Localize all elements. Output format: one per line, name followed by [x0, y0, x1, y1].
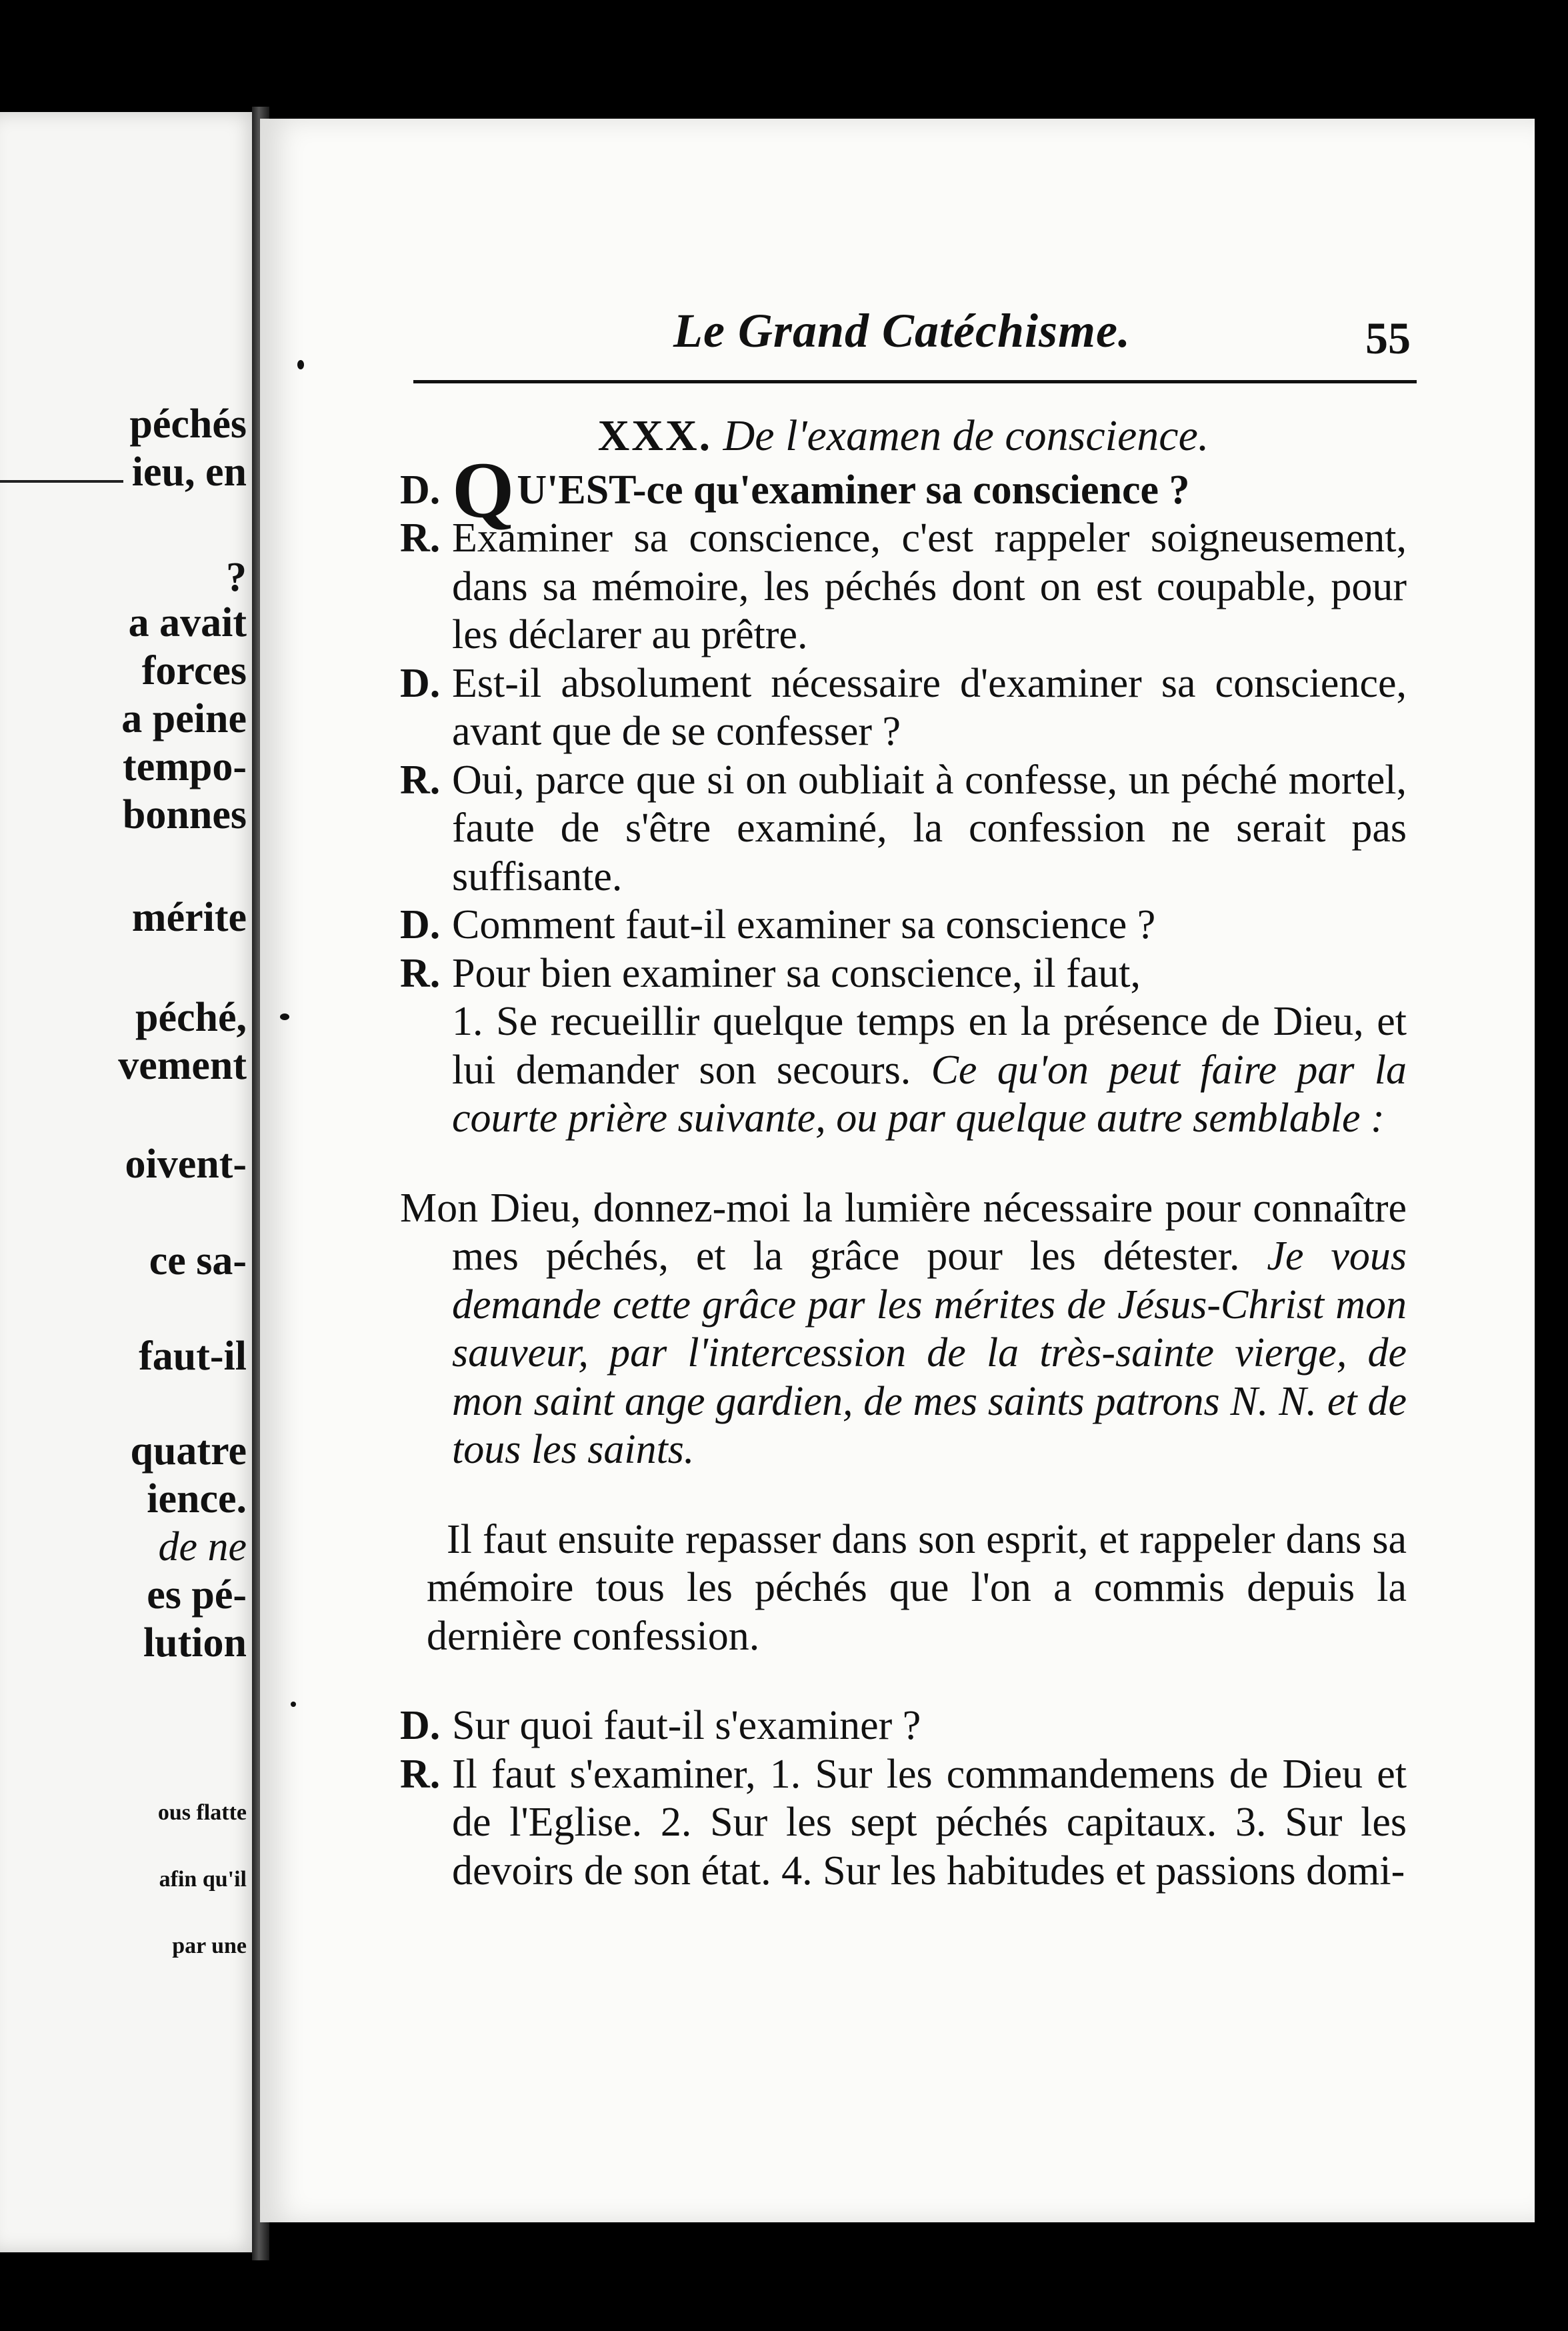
question-mark: D. [400, 1703, 441, 1748]
point-instruction: Ce qu'on peut faire par la courte prière suivante, ou par quelque autre semblable : [452, 1047, 1407, 1141]
page-body [400, 412, 1407, 1895]
question-mark: D. [400, 660, 441, 706]
left-page-line: ieu, en [131, 449, 247, 495]
left-page-rule [0, 480, 123, 483]
left-page-line: lution [143, 1620, 247, 1666]
answer-text: Examiner sa conscience, c'est rappeler soigneusement, dans sa mémoire, les péchés dont on est coupable, pour les déclarer au prêtre. [452, 515, 1407, 657]
answer-3 [400, 949, 1407, 998]
left-page-line: bonnes [122, 792, 247, 837]
question-mark: D. [400, 467, 441, 513]
answer-mark: R. [400, 950, 441, 996]
running-title: Le Grand Catéchisme. [673, 304, 1131, 357]
question-text: Sur quoi faut-il s'examiner ? [452, 1703, 921, 1748]
answer-text: Il faut s'examiner, 1. Sur les commandemens de Dieu et de l'Eglise. 2. Sur les sept péchés capitaux. 3. Sur les devoirs de son état. 4. Sur les habitudes et passions domi- [452, 1751, 1407, 1894]
prayer [400, 1184, 1407, 1474]
question-text: Est-il absolument nécessaire d'examiner sa conscience, avant que de se confesser ? [452, 660, 1407, 754]
section-number: XXX. [597, 411, 713, 460]
left-page-line: péché, [135, 995, 247, 1040]
question-text: Comment faut-il examiner sa conscience ? [452, 902, 1156, 947]
answer-2 [400, 756, 1407, 901]
page-number: 55 [1365, 313, 1411, 363]
answer-text: Oui, parce que si on oubliait à confesse, un péché mortel, faute de s'être examiné, la confession ne serait pas suffisante. [452, 757, 1407, 899]
section-heading [400, 412, 1407, 461]
answer-mark: R. [400, 757, 441, 803]
left-page-line: ience. [147, 1476, 247, 1522]
left-page-line: mérite [131, 895, 247, 940]
section-title: De l'examen de conscience. [723, 411, 1209, 460]
answer-3-point-1 [400, 997, 1407, 1143]
answer-1 [400, 514, 1407, 659]
answer-4 [400, 1750, 1407, 1896]
left-page-footnote: par une [172, 1934, 247, 1958]
question-mark: D. [400, 902, 441, 947]
ink-speck [291, 1702, 296, 1707]
point-text: 1. Se recueillir quelque temps en la présence de Dieu, et lui demander son secours. [452, 999, 1407, 1093]
left-page-footnote: ous flatte [157, 1800, 247, 1825]
paragraph: Il faut ensuite repasser dans son esprit, et rappeler dans sa mémoire tous les péchés que l'on a commis depuis la dernière confession. [427, 1516, 1407, 1659]
header-rule [413, 380, 1417, 383]
left-page-line: oivent- [125, 1141, 247, 1187]
left-page-line: quatre [130, 1428, 247, 1474]
ink-speck [297, 360, 304, 369]
ink-speck [280, 1013, 289, 1020]
left-page-line: faut-il [139, 1334, 247, 1379]
question-1 [400, 445, 1407, 534]
left-page-line: ? [226, 555, 247, 600]
left-page-line: forces [141, 648, 247, 693]
left-page-line: de ne [158, 1524, 247, 1570]
question-2 [400, 659, 1407, 756]
left-page [0, 112, 261, 2252]
prayer-text: Mon Dieu, donnez-moi la lumière nécessaire pour connaître mes péchés, et la grâce pour les détester. [400, 1185, 1407, 1279]
left-page-footnote: afin qu'il [159, 1867, 247, 1892]
left-page-line: vement [118, 1043, 247, 1088]
left-page-line: es pé- [147, 1572, 247, 1618]
answer-text: Pour bien examiner sa conscience, il faut, [452, 950, 1141, 996]
answer-mark: R. [400, 1751, 441, 1797]
prayer-intercession: Je vous demande cette grâce par les mérites de Jésus-Christ mon sauveur, par l'intercession de la très-sainte vierge, de mon saint ange gardien, de mes saints patrons N. N. et de tous les saints. [452, 1234, 1407, 1472]
drop-cap: Q [452, 445, 515, 534]
answer-mark: R. [400, 515, 441, 561]
left-page-line: a avait [128, 600, 247, 645]
left-page-line: péchés [129, 401, 247, 447]
left-page-line: a peine [121, 696, 247, 741]
question-text: U'EST-ce qu'examiner sa conscience ? [517, 467, 1190, 513]
question-4 [400, 1702, 1407, 1750]
left-page-line: ce sa- [149, 1238, 247, 1284]
question-3 [400, 901, 1407, 949]
left-page-line: tempo- [123, 744, 247, 789]
right-page [260, 119, 1535, 2222]
